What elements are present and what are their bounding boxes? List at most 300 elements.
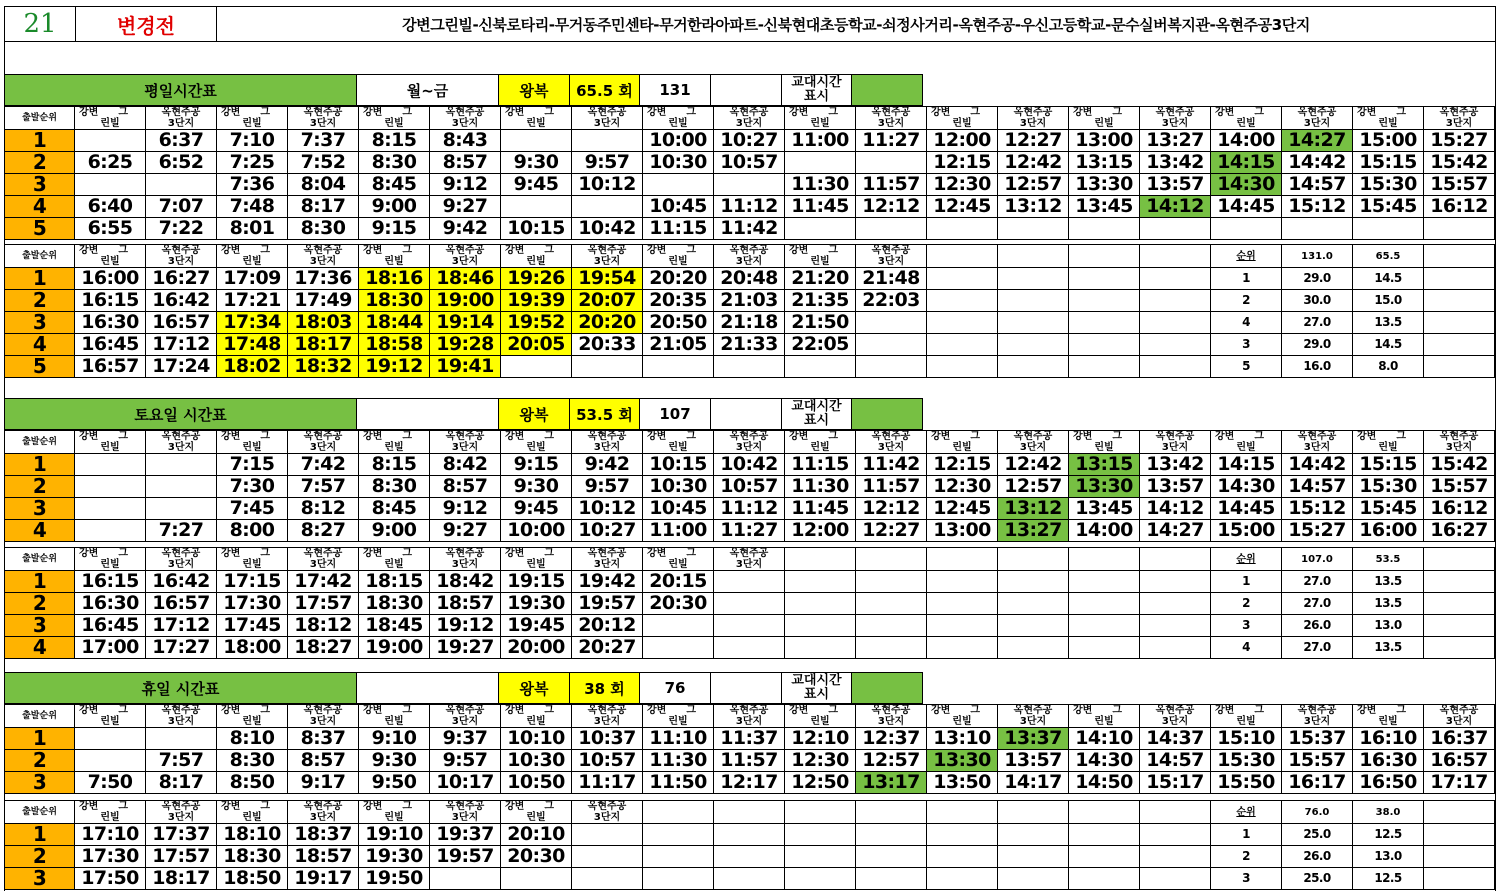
stop-name-top: 강변 그 — [363, 431, 412, 442]
stop-name-bottom: 3단지 — [1303, 442, 1331, 453]
departure-time — [1140, 218, 1211, 240]
stop-header-gangbyeon — [643, 548, 714, 571]
empty-cell — [1424, 593, 1495, 615]
stats-cell: 13.0 — [1353, 846, 1424, 868]
blank-cell — [710, 398, 782, 430]
departure-time: 9:45 — [501, 498, 572, 520]
empty-cell — [714, 571, 785, 593]
empty-cell — [1069, 615, 1140, 637]
departure-rank: 1 — [5, 571, 75, 593]
departure-time: 10:00 — [501, 520, 572, 542]
departure-time: 15:12 — [1282, 498, 1353, 520]
stats-cell: 14.5 — [1353, 334, 1424, 356]
stats-rank-header: 순위 — [1211, 548, 1282, 571]
stop-header-okhyeon — [288, 801, 359, 824]
table-row — [5, 498, 1495, 520]
stop-header-gangbyeon — [501, 705, 572, 728]
stats-cell: 27.0 — [1282, 637, 1353, 659]
stop-name-bottom: 린빌 — [810, 442, 830, 453]
stats-cell: 13.5 — [1353, 312, 1424, 334]
departure-time: 19:17 — [288, 868, 359, 890]
departure-rank: 4 — [5, 637, 75, 659]
stop-header-gangbyeon — [75, 548, 146, 571]
stop-header-okhyeon — [572, 801, 643, 824]
departure-time: 18:32 — [288, 356, 359, 378]
empty-cell — [927, 334, 998, 356]
stop-name-bottom: 린빌 — [242, 256, 262, 267]
departure-time: 19:14 — [430, 312, 501, 334]
departure-time — [572, 196, 643, 218]
stop-name-top: 강변 그 — [363, 801, 412, 812]
table-row — [5, 846, 1495, 868]
departure-rank: 3 — [5, 498, 75, 520]
departure-time: 19:10 — [359, 824, 430, 846]
stop-name-bottom: 3단지 — [735, 716, 763, 727]
departure-time: 7:22 — [146, 218, 217, 240]
departure-time: 10:30 — [643, 152, 714, 174]
departure-time: 11:12 — [714, 196, 785, 218]
departure-time: 18:46 — [430, 268, 501, 290]
departure-time: 11:27 — [856, 130, 927, 152]
stop-name-bottom: 3단지 — [451, 716, 479, 727]
departure-time: 17:36 — [288, 268, 359, 290]
days-label: 월~금 — [356, 74, 499, 106]
stop-name-bottom: 3단지 — [1303, 716, 1331, 727]
stop-name-top: 옥현주공 — [303, 801, 343, 812]
stop-name-bottom: 3단지 — [309, 812, 337, 823]
departure-rank: 1 — [5, 130, 75, 152]
stop-name-bottom: 3단지 — [877, 118, 905, 129]
departure-rank: 3 — [5, 174, 75, 196]
departure-time: 18:27 — [288, 637, 359, 659]
departure-time: 10:17 — [430, 772, 501, 794]
table-row — [5, 268, 1495, 290]
table-row — [5, 290, 1495, 312]
stop-name-bottom: 3단지 — [735, 256, 763, 267]
stop-name-top: 강변 그 — [647, 705, 696, 716]
departure-time: 14:12 — [1140, 196, 1211, 218]
departure-time: 6:55 — [75, 218, 146, 240]
route-stops: 강변그린빌-신북로타리-무거동주민센타-무거한라아파트-신북현대초등학교-쇠정사거리-옥현주공-우신고등학교-문수실버복지관-옥현주공3단지 — [402, 15, 1310, 34]
stop-header-okhyeon — [856, 107, 927, 130]
empty-cell — [1140, 593, 1211, 615]
departure-time: 16:50 — [1353, 772, 1424, 794]
stop-header-okhyeon — [1140, 705, 1211, 728]
stop-name-top: 옥현주공 — [729, 107, 769, 118]
departure-time: 20:50 — [643, 312, 714, 334]
stop-name-bottom: 린빌 — [668, 442, 688, 453]
departure-time: 19:50 — [359, 868, 430, 890]
stop-header-gangbyeon — [359, 107, 430, 130]
departure-time: 20:00 — [501, 637, 572, 659]
departure-time — [501, 356, 572, 378]
stats-rank-header: 순위 — [1211, 245, 1282, 268]
stop-name-bottom: 3단지 — [593, 442, 621, 453]
stop-name-top: 강변 그 — [1215, 705, 1264, 716]
table-row — [5, 218, 1495, 240]
stop-header-okhyeon — [714, 431, 785, 454]
table-row — [5, 868, 1495, 890]
departure-time: 16:57 — [1424, 750, 1495, 772]
departure-time: 18:15 — [359, 571, 430, 593]
departure-time: 16:30 — [75, 312, 146, 334]
departure-time: 12:57 — [856, 750, 927, 772]
stats-cell: 26.0 — [1282, 846, 1353, 868]
stop-header-gangbyeon — [1211, 107, 1282, 130]
departure-time: 14:10 — [1069, 728, 1140, 750]
empty-cell — [998, 312, 1069, 334]
stop-header-gangbyeon — [501, 431, 572, 454]
departure-rank: 2 — [5, 846, 75, 868]
empty-cell — [1424, 637, 1495, 659]
departure-time: 7:52 — [288, 152, 359, 174]
empty-cell — [643, 868, 714, 890]
departure-time: 18:37 — [288, 824, 359, 846]
departure-time: 13:15 — [1069, 152, 1140, 174]
departure-time: 19:57 — [572, 593, 643, 615]
departure-time: 11:15 — [785, 454, 856, 476]
empty-cell — [856, 846, 927, 868]
empty-cell — [998, 548, 1069, 571]
departure-time: 7:25 — [217, 152, 288, 174]
departure-time: 9:50 — [359, 772, 430, 794]
stop-name-bottom: 린빌 — [810, 716, 830, 727]
stop-header-gangbyeon — [217, 801, 288, 824]
departure-time: 13:00 — [1069, 130, 1140, 152]
departure-time: 10:10 — [501, 728, 572, 750]
stop-name-bottom: 린빌 — [1378, 118, 1398, 129]
empty-cell — [856, 571, 927, 593]
departure-time: 20:20 — [643, 268, 714, 290]
stats-cell: 30.0 — [1282, 290, 1353, 312]
empty-cell — [1140, 868, 1211, 890]
departure-time: 18:12 — [288, 615, 359, 637]
empty-cell — [1424, 846, 1495, 868]
departure-time: 16:57 — [146, 593, 217, 615]
stop-name-bottom: 린빌 — [1236, 118, 1256, 129]
stop-header-okhyeon — [714, 107, 785, 130]
departure-time: 11:12 — [714, 498, 785, 520]
departure-time: 14:27 — [1282, 130, 1353, 152]
empty-cell — [1140, 846, 1211, 868]
departure-rank: 3 — [5, 615, 75, 637]
stop-header-okhyeon — [146, 431, 217, 454]
departure-time — [501, 130, 572, 152]
stop-name-bottom: 3단지 — [309, 118, 337, 129]
departure-time — [714, 174, 785, 196]
departure-time: 12:42 — [998, 454, 1069, 476]
departure-time: 18:58 — [359, 334, 430, 356]
empty-cell — [998, 801, 1069, 824]
departure-time: 16:57 — [146, 312, 217, 334]
departure-time: 15:37 — [1282, 728, 1353, 750]
empty-cell — [1140, 356, 1211, 378]
days-label — [356, 398, 499, 430]
departure-time: 17:42 — [288, 571, 359, 593]
stop-name-top: 강변 그 — [221, 107, 270, 118]
empty-cell — [785, 846, 856, 868]
departure-time: 8:15 — [359, 130, 430, 152]
stop-header-okhyeon — [1282, 107, 1353, 130]
stats-total-rounds: 38.0 — [1353, 801, 1424, 824]
departure-time: 9:00 — [359, 520, 430, 542]
stop-name-bottom: 3단지 — [451, 256, 479, 267]
stop-name-top: 강변 그 — [789, 705, 838, 716]
section-title: 휴일 시간표 — [4, 672, 357, 704]
departure-time: 11:42 — [714, 218, 785, 240]
stats-cell: 27.0 — [1282, 571, 1353, 593]
departure-time: 13:00 — [927, 520, 998, 542]
stop-header-okhyeon — [856, 705, 927, 728]
departure-time — [430, 868, 501, 890]
stop-name-bottom: 린빌 — [384, 716, 404, 727]
departure-time: 21:33 — [714, 334, 785, 356]
stop-name-bottom: 린빌 — [100, 559, 120, 570]
departure-time: 13:45 — [1069, 196, 1140, 218]
departure-time: 18:57 — [288, 846, 359, 868]
empty-cell — [998, 571, 1069, 593]
stop-name-top: 강변 그 — [1073, 705, 1122, 716]
stop-name-bottom: 린빌 — [810, 118, 830, 129]
days-label — [356, 672, 499, 704]
stop-name-top: 옥현주공 — [161, 245, 201, 256]
stop-name-bottom: 3단지 — [309, 256, 337, 267]
departure-time — [1211, 218, 1282, 240]
table-row — [5, 476, 1495, 498]
route-number: 21 — [5, 7, 76, 41]
stop-name-top: 강변 그 — [363, 245, 412, 256]
stop-name-top: 옥현주공 — [1297, 107, 1337, 118]
stop-name-top: 옥현주공 — [303, 431, 343, 442]
stop-name-bottom: 린빌 — [100, 118, 120, 129]
departure-time: 16:15 — [75, 571, 146, 593]
swap-time-marker — [851, 74, 923, 106]
departure-time: 9:17 — [288, 772, 359, 794]
departure-time: 8:04 — [288, 174, 359, 196]
stop-name-top: 강변 그 — [789, 245, 838, 256]
route-title-bar — [4, 6, 1496, 42]
stop-name-bottom: 린빌 — [1094, 716, 1114, 727]
stop-name-top: 강변 그 — [505, 548, 554, 559]
stop-header-okhyeon — [572, 548, 643, 571]
table-row — [5, 772, 1495, 794]
empty-cell — [1069, 637, 1140, 659]
departure-time: 9:15 — [501, 454, 572, 476]
empty-cell — [856, 548, 927, 571]
empty-cell — [785, 571, 856, 593]
departure-time: 15:30 — [1353, 476, 1424, 498]
swap-time-marker — [851, 398, 923, 430]
departure-time: 14:00 — [1211, 130, 1282, 152]
stop-name-bottom: 3단지 — [1161, 716, 1189, 727]
departure-time: 14:30 — [1069, 750, 1140, 772]
stop-header-gangbyeon — [75, 431, 146, 454]
departure-time: 10:37 — [572, 728, 643, 750]
stop-name-bottom: 린빌 — [384, 812, 404, 823]
departure-time: 10:45 — [643, 498, 714, 520]
departure-time — [75, 520, 146, 542]
stop-name-bottom: 린빌 — [100, 442, 120, 453]
departure-time: 18:03 — [288, 312, 359, 334]
departure-time — [146, 476, 217, 498]
stop-name-top: 옥현주공 — [1013, 431, 1053, 442]
departure-time: 13:57 — [998, 750, 1069, 772]
departure-time: 11:30 — [785, 476, 856, 498]
departure-rank: 1 — [5, 454, 75, 476]
stop-header-okhyeon — [1140, 107, 1211, 130]
departure-time: 10:15 — [501, 218, 572, 240]
stop-name-top: 옥현주공 — [1155, 431, 1195, 442]
stop-name-bottom: 3단지 — [451, 118, 479, 129]
empty-cell — [1140, 548, 1211, 571]
departure-time: 10:27 — [714, 130, 785, 152]
section-title: 평일시간표 — [4, 74, 357, 106]
departure-time: 16:42 — [146, 571, 217, 593]
departure-time: 21:03 — [714, 290, 785, 312]
stop-header-okhyeon — [1282, 705, 1353, 728]
stop-name-top: 옥현주공 — [445, 705, 485, 716]
stop-header-okhyeon — [714, 548, 785, 571]
departure-time — [856, 356, 927, 378]
departure-time: 14:27 — [1140, 520, 1211, 542]
departure-time — [643, 615, 714, 637]
departure-time: 20:35 — [643, 290, 714, 312]
stop-name-bottom: 린빌 — [1378, 716, 1398, 727]
empty-cell — [643, 801, 714, 824]
rank-header: 출발순위 — [5, 431, 75, 454]
stop-name-bottom: 3단지 — [877, 442, 905, 453]
departure-time: 11:30 — [785, 174, 856, 196]
stop-header-gangbyeon — [359, 705, 430, 728]
departure-time: 8:27 — [288, 520, 359, 542]
empty-cell — [856, 801, 927, 824]
departure-time: 16:12 — [1424, 498, 1495, 520]
empty-cell — [714, 801, 785, 824]
departure-time: 18:57 — [430, 593, 501, 615]
departure-time: 14:50 — [1069, 772, 1140, 794]
empty-cell — [998, 615, 1069, 637]
empty-cell — [998, 846, 1069, 868]
departure-time: 11:00 — [643, 520, 714, 542]
stop-header-okhyeon — [856, 431, 927, 454]
departure-time: 22:03 — [856, 290, 927, 312]
empty-cell — [998, 593, 1069, 615]
stop-name-bottom: 3단지 — [877, 716, 905, 727]
stop-name-bottom: 린빌 — [384, 442, 404, 453]
departure-time: 10:50 — [501, 772, 572, 794]
stop-name-bottom: 3단지 — [167, 118, 195, 129]
timetable-evening — [4, 800, 1495, 890]
stats-cell: 2 — [1211, 290, 1282, 312]
empty-cell — [927, 846, 998, 868]
stop-name-bottom: 린빌 — [242, 442, 262, 453]
departure-time: 13:12 — [998, 196, 1069, 218]
section-header — [5, 398, 923, 430]
stats-cell: 1 — [1211, 268, 1282, 290]
departure-rank: 2 — [5, 593, 75, 615]
stop-name-top: 강변 그 — [789, 107, 838, 118]
empty-cell — [643, 824, 714, 846]
stop-header-okhyeon — [714, 705, 785, 728]
departure-time: 15:10 — [1211, 728, 1282, 750]
stats-cell: 26.0 — [1282, 615, 1353, 637]
departure-time: 11:45 — [785, 196, 856, 218]
table-row — [5, 750, 1495, 772]
stats-cell: 2 — [1211, 593, 1282, 615]
stop-name-top: 옥현주공 — [1013, 107, 1053, 118]
departure-time: 11:45 — [785, 498, 856, 520]
empty-cell — [1424, 312, 1495, 334]
empty-cell — [785, 637, 856, 659]
stop-name-bottom: 린빌 — [384, 118, 404, 129]
departure-time: 13:12 — [998, 498, 1069, 520]
stop-header-gangbyeon — [1353, 107, 1424, 130]
empty-cell — [572, 868, 643, 890]
departure-time: 9:57 — [430, 750, 501, 772]
stop-name-bottom: 3단지 — [1161, 442, 1189, 453]
stop-header-okhyeon — [998, 705, 1069, 728]
departure-time: 20:48 — [714, 268, 785, 290]
stop-header-gangbyeon — [785, 431, 856, 454]
departure-time: 13:57 — [1140, 476, 1211, 498]
departure-time — [572, 130, 643, 152]
rank-header: 출발순위 — [5, 245, 75, 268]
departure-time: 6:40 — [75, 196, 146, 218]
stop-name-bottom: 린빌 — [100, 716, 120, 727]
stop-name-bottom: 린빌 — [668, 716, 688, 727]
departure-time: 12:00 — [785, 520, 856, 542]
departure-time — [75, 728, 146, 750]
departure-time — [1424, 218, 1495, 240]
departure-time: 12:27 — [856, 520, 927, 542]
stop-name-top: 옥현주공 — [871, 705, 911, 716]
total-trips: 76 — [639, 672, 711, 704]
departure-time: 16:27 — [146, 268, 217, 290]
stop-name-top: 강변 그 — [1215, 107, 1264, 118]
stop-name-bottom: 린빌 — [384, 559, 404, 570]
rank-header: 출발순위 — [5, 801, 75, 824]
total-trips: 107 — [639, 398, 711, 430]
stop-name-top: 강변 그 — [363, 107, 412, 118]
table-row — [5, 615, 1495, 637]
stop-name-top: 강변 그 — [931, 705, 980, 716]
departure-time: 19:39 — [501, 290, 572, 312]
stop-header-okhyeon — [998, 431, 1069, 454]
departure-time: 16:00 — [75, 268, 146, 290]
timetable-day — [4, 106, 1495, 240]
stop-header-gangbyeon — [359, 801, 430, 824]
departure-time: 12:15 — [927, 454, 998, 476]
stop-name-bottom: 3단지 — [593, 812, 621, 823]
empty-cell — [785, 824, 856, 846]
stop-name-bottom: 린빌 — [526, 442, 546, 453]
stop-name-top: 옥현주공 — [161, 801, 201, 812]
stop-name-top: 옥현주공 — [1439, 431, 1479, 442]
empty-cell — [927, 548, 998, 571]
departure-time: 7:50 — [75, 772, 146, 794]
empty-cell — [785, 548, 856, 571]
stop-header-gangbyeon — [359, 431, 430, 454]
empty-cell — [927, 824, 998, 846]
stop-name-top: 옥현주공 — [303, 705, 343, 716]
departure-time: 9:12 — [430, 174, 501, 196]
departure-time: 8:57 — [430, 152, 501, 174]
departure-time — [146, 728, 217, 750]
departure-time: 15:27 — [1282, 520, 1353, 542]
empty-cell — [1069, 571, 1140, 593]
empty-cell — [1140, 312, 1211, 334]
departure-rank: 3 — [5, 868, 75, 890]
